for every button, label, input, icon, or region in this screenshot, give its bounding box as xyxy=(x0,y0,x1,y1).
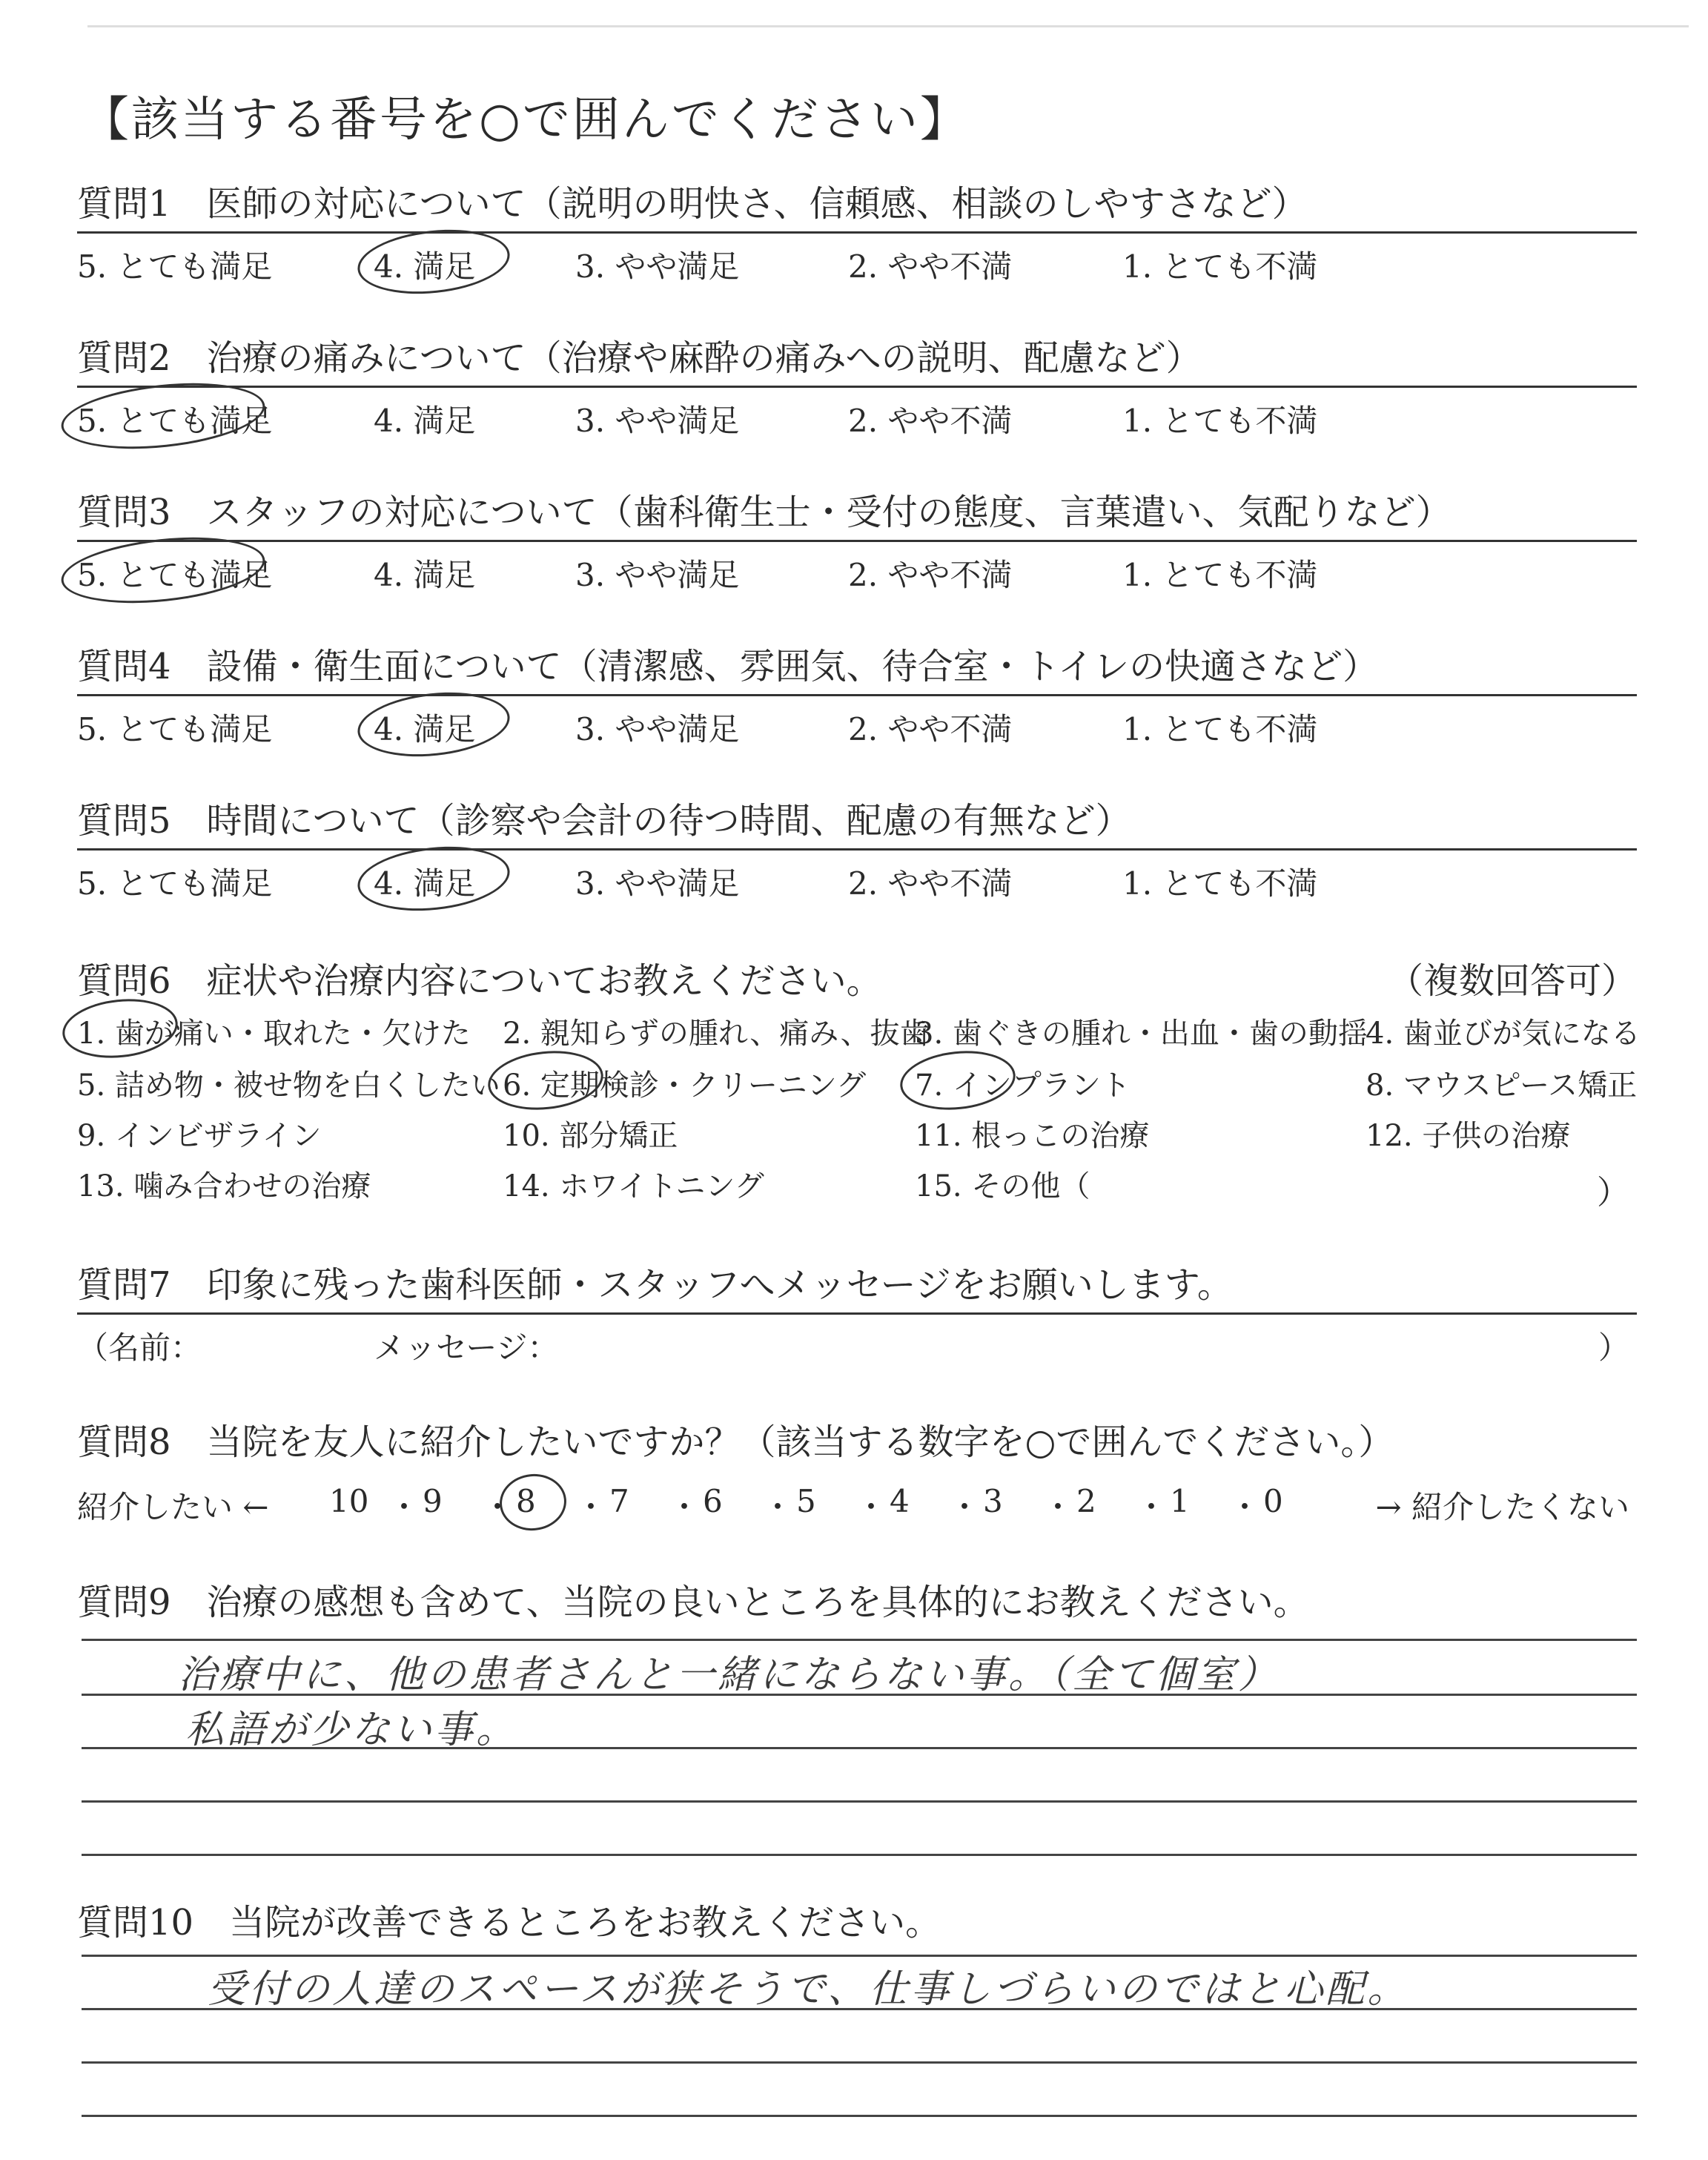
rating-option[interactable]: 3. やや満足 xyxy=(575,248,740,285)
question-10 xyxy=(77,1898,1637,1947)
scale-separator: ・ xyxy=(855,1489,887,1525)
rating-options xyxy=(77,542,1637,594)
question-1-title: 質問1 医師の対応について（説明の明快さ、信頼感、相談のしやすさなど） xyxy=(77,183,1308,225)
selection-circle xyxy=(354,685,513,763)
multiple-answers-note: （複数回答可） xyxy=(1387,960,1637,1002)
scale-separator: ・ xyxy=(1136,1489,1168,1525)
q6-option[interactable]: 7. インプラント xyxy=(915,1069,1131,1103)
answer-line xyxy=(82,1800,1637,1803)
answer-line xyxy=(82,1639,1637,1641)
rating-option[interactable]: 5. とても満足 xyxy=(77,248,273,285)
rating-option[interactable]: 1. とても不満 xyxy=(1122,248,1318,285)
rating-option[interactable]: 4. 満足 xyxy=(374,711,476,747)
rating-option[interactable]: 4. 満足 xyxy=(374,557,476,593)
answer-line xyxy=(82,2061,1637,2064)
q6-option[interactable]: 15. その他（ xyxy=(915,1169,1090,1203)
q6-option[interactable]: 3. 歯ぐきの腫れ・出血・歯の動揺 xyxy=(915,1017,1368,1051)
question-4 xyxy=(77,642,1637,748)
question-6-title: 質問6 症状や治療内容についてお教えください。 xyxy=(77,960,882,1002)
q6-option[interactable]: 8. マウスピース矯正 xyxy=(1366,1069,1638,1103)
scale-separator: ・ xyxy=(575,1489,607,1525)
q10-answer-line-1: 受付の人達のスペースが狭そうで、仕事しづらいのではと心配。 xyxy=(208,1967,1409,2012)
q6-option[interactable]: 14. ホワイトニング xyxy=(503,1169,764,1203)
q6-option[interactable]: 6. 定期検診・クリーニング xyxy=(503,1069,867,1103)
question-3 xyxy=(77,488,1637,594)
question-2 xyxy=(77,334,1637,440)
rating-option[interactable]: 5. とても満足 xyxy=(77,557,273,593)
question-4-title: 質問4 設備・衛生面について（清潔感、雰囲気、待合室・トイレの快適さなど） xyxy=(77,646,1379,687)
scale-number[interactable]: 6 xyxy=(703,1483,723,1519)
rating-option[interactable]: 4. 満足 xyxy=(374,403,476,439)
rating-option[interactable]: 2. やや不満 xyxy=(848,557,1013,593)
rating-option[interactable]: 2. やや不満 xyxy=(848,248,1013,285)
rating-option[interactable]: 1. とても不満 xyxy=(1122,557,1318,593)
q9-answer-line-2: 私語が少ない事。 xyxy=(185,1708,518,1752)
scale-separator: ・ xyxy=(1042,1489,1074,1525)
scale-left-label: 紹介したい ← xyxy=(77,1489,269,1525)
q6-option[interactable]: 2. 親知らずの腫れ、痛み、抜歯 xyxy=(503,1017,930,1051)
question-6 xyxy=(77,957,1637,1005)
q6-close-paren: ） xyxy=(1597,1174,1629,1212)
q6-option[interactable]: 11. 根っこの治療 xyxy=(915,1119,1150,1153)
rating-options xyxy=(77,696,1637,748)
q6-option[interactable]: 4. 歯並びが気になる xyxy=(1366,1017,1641,1051)
rating-option[interactable]: 3. やや満足 xyxy=(575,557,740,593)
rating-option[interactable]: 2. やや不満 xyxy=(848,711,1013,747)
q9-answer-line-1: 治療中に、他の患者さんと一緒にならない事。（全て個室） xyxy=(178,1653,1280,1697)
scale-separator: ・ xyxy=(482,1489,514,1525)
q6-option[interactable]: 10. 部分矯正 xyxy=(503,1119,678,1153)
q6-option[interactable]: 5. 詰め物・被せ物を白くしたい xyxy=(77,1069,500,1103)
question-7 xyxy=(77,1261,1637,1367)
rating-option[interactable]: 3. やや満足 xyxy=(575,711,740,747)
rating-option[interactable]: 5. とても満足 xyxy=(77,403,273,439)
question-8 xyxy=(77,1418,1637,1467)
q6-option[interactable]: 13. 噛み合わせの治療 xyxy=(77,1169,371,1203)
answer-line xyxy=(82,1955,1637,1957)
top-border xyxy=(87,25,1689,27)
message-label: メッセージ： xyxy=(374,1330,559,1366)
scale-number[interactable]: 8 xyxy=(516,1483,536,1519)
selection-circle xyxy=(897,1046,1018,1115)
rating-option[interactable]: 1. とても不満 xyxy=(1122,865,1318,902)
scale-number[interactable]: 4 xyxy=(890,1483,910,1519)
scale-separator: ・ xyxy=(1229,1489,1261,1525)
question-3-title: 質問3 スタッフの対応について（歯科衛生士・受付の態度、言葉遣い、気配りなど） xyxy=(77,492,1452,533)
rating-option[interactable]: 2. やや不満 xyxy=(848,403,1013,439)
question-8-title: 質問8 当院を友人に紹介したいですか？（該当する数字を○で囲んでください。） xyxy=(77,1421,1394,1463)
rating-options xyxy=(77,388,1637,440)
page-header: 【該当する番号を○で囲んでください】 xyxy=(82,93,970,148)
rating-option[interactable]: 4. 満足 xyxy=(374,865,476,902)
scale-separator: ・ xyxy=(762,1489,794,1525)
question-7-title: 質問7 印象に残った歯科医師・スタッフへメッセージをお願いします。 xyxy=(77,1264,1233,1306)
scale-number[interactable]: 9 xyxy=(423,1483,443,1519)
q6-option[interactable]: 12. 子供の治療 xyxy=(1366,1119,1571,1153)
selection-circle xyxy=(354,222,513,300)
scale-separator: ・ xyxy=(669,1489,701,1525)
rating-options xyxy=(77,234,1637,285)
rating-option[interactable]: 1. とても不満 xyxy=(1122,711,1318,747)
rating-option[interactable]: 5. とても満足 xyxy=(77,711,273,747)
selection-circle xyxy=(354,839,513,917)
question-10-title: 質問10 当院が改善できるところをお教えください。 xyxy=(77,1902,941,1943)
rating-option[interactable]: 3. やや満足 xyxy=(575,403,740,439)
rating-option[interactable]: 1. とても不満 xyxy=(1122,403,1318,439)
scale-number[interactable]: 10 xyxy=(329,1483,369,1519)
question-5 xyxy=(77,796,1637,902)
name-label: （名前： xyxy=(77,1330,202,1366)
answer-line xyxy=(82,1854,1637,1856)
scale-number[interactable]: 5 xyxy=(796,1483,816,1519)
selection-circle xyxy=(485,1046,606,1115)
rating-option[interactable]: 3. やや満足 xyxy=(575,865,740,902)
q6-option[interactable]: 1. 歯が痛い・取れた・欠けた xyxy=(77,1017,471,1051)
question-5-title: 質問5 時間について（診察や会計の待つ時間、配慮の有無など） xyxy=(77,800,1131,842)
question-9 xyxy=(77,1578,1637,1627)
scale-number[interactable]: 2 xyxy=(1076,1483,1096,1519)
scale-separator: ・ xyxy=(388,1489,420,1525)
scale-number[interactable]: 0 xyxy=(1263,1483,1283,1519)
rating-option[interactable]: 5. とても満足 xyxy=(77,865,273,902)
scale-right-label: → 紹介したくない xyxy=(1375,1489,1629,1525)
q6-option[interactable]: 9. インビザライン xyxy=(77,1119,322,1153)
recommend-scale xyxy=(77,1476,1637,1527)
rating-option[interactable]: 2. やや不満 xyxy=(848,865,1013,902)
scale-separator: ・ xyxy=(949,1489,981,1525)
scale-number[interactable]: 7 xyxy=(609,1483,629,1519)
answer-line xyxy=(82,2115,1637,2117)
question-2-title: 質問2 治療の痛みについて（治療や麻酔の痛みへの説明、配慮など） xyxy=(77,337,1202,379)
q6-options xyxy=(77,1010,1641,1218)
rating-options xyxy=(77,851,1637,902)
question-9-title: 質問9 治療の感想も含めて、当院の良いところを具体的にお教えください。 xyxy=(77,1582,1309,1623)
q7-close-paren: ） xyxy=(1598,1330,1629,1366)
scale-number[interactable]: 1 xyxy=(1170,1483,1190,1519)
scale-number[interactable]: 3 xyxy=(983,1483,1003,1519)
rating-option[interactable]: 4. 満足 xyxy=(374,248,476,285)
question-1 xyxy=(77,179,1637,285)
